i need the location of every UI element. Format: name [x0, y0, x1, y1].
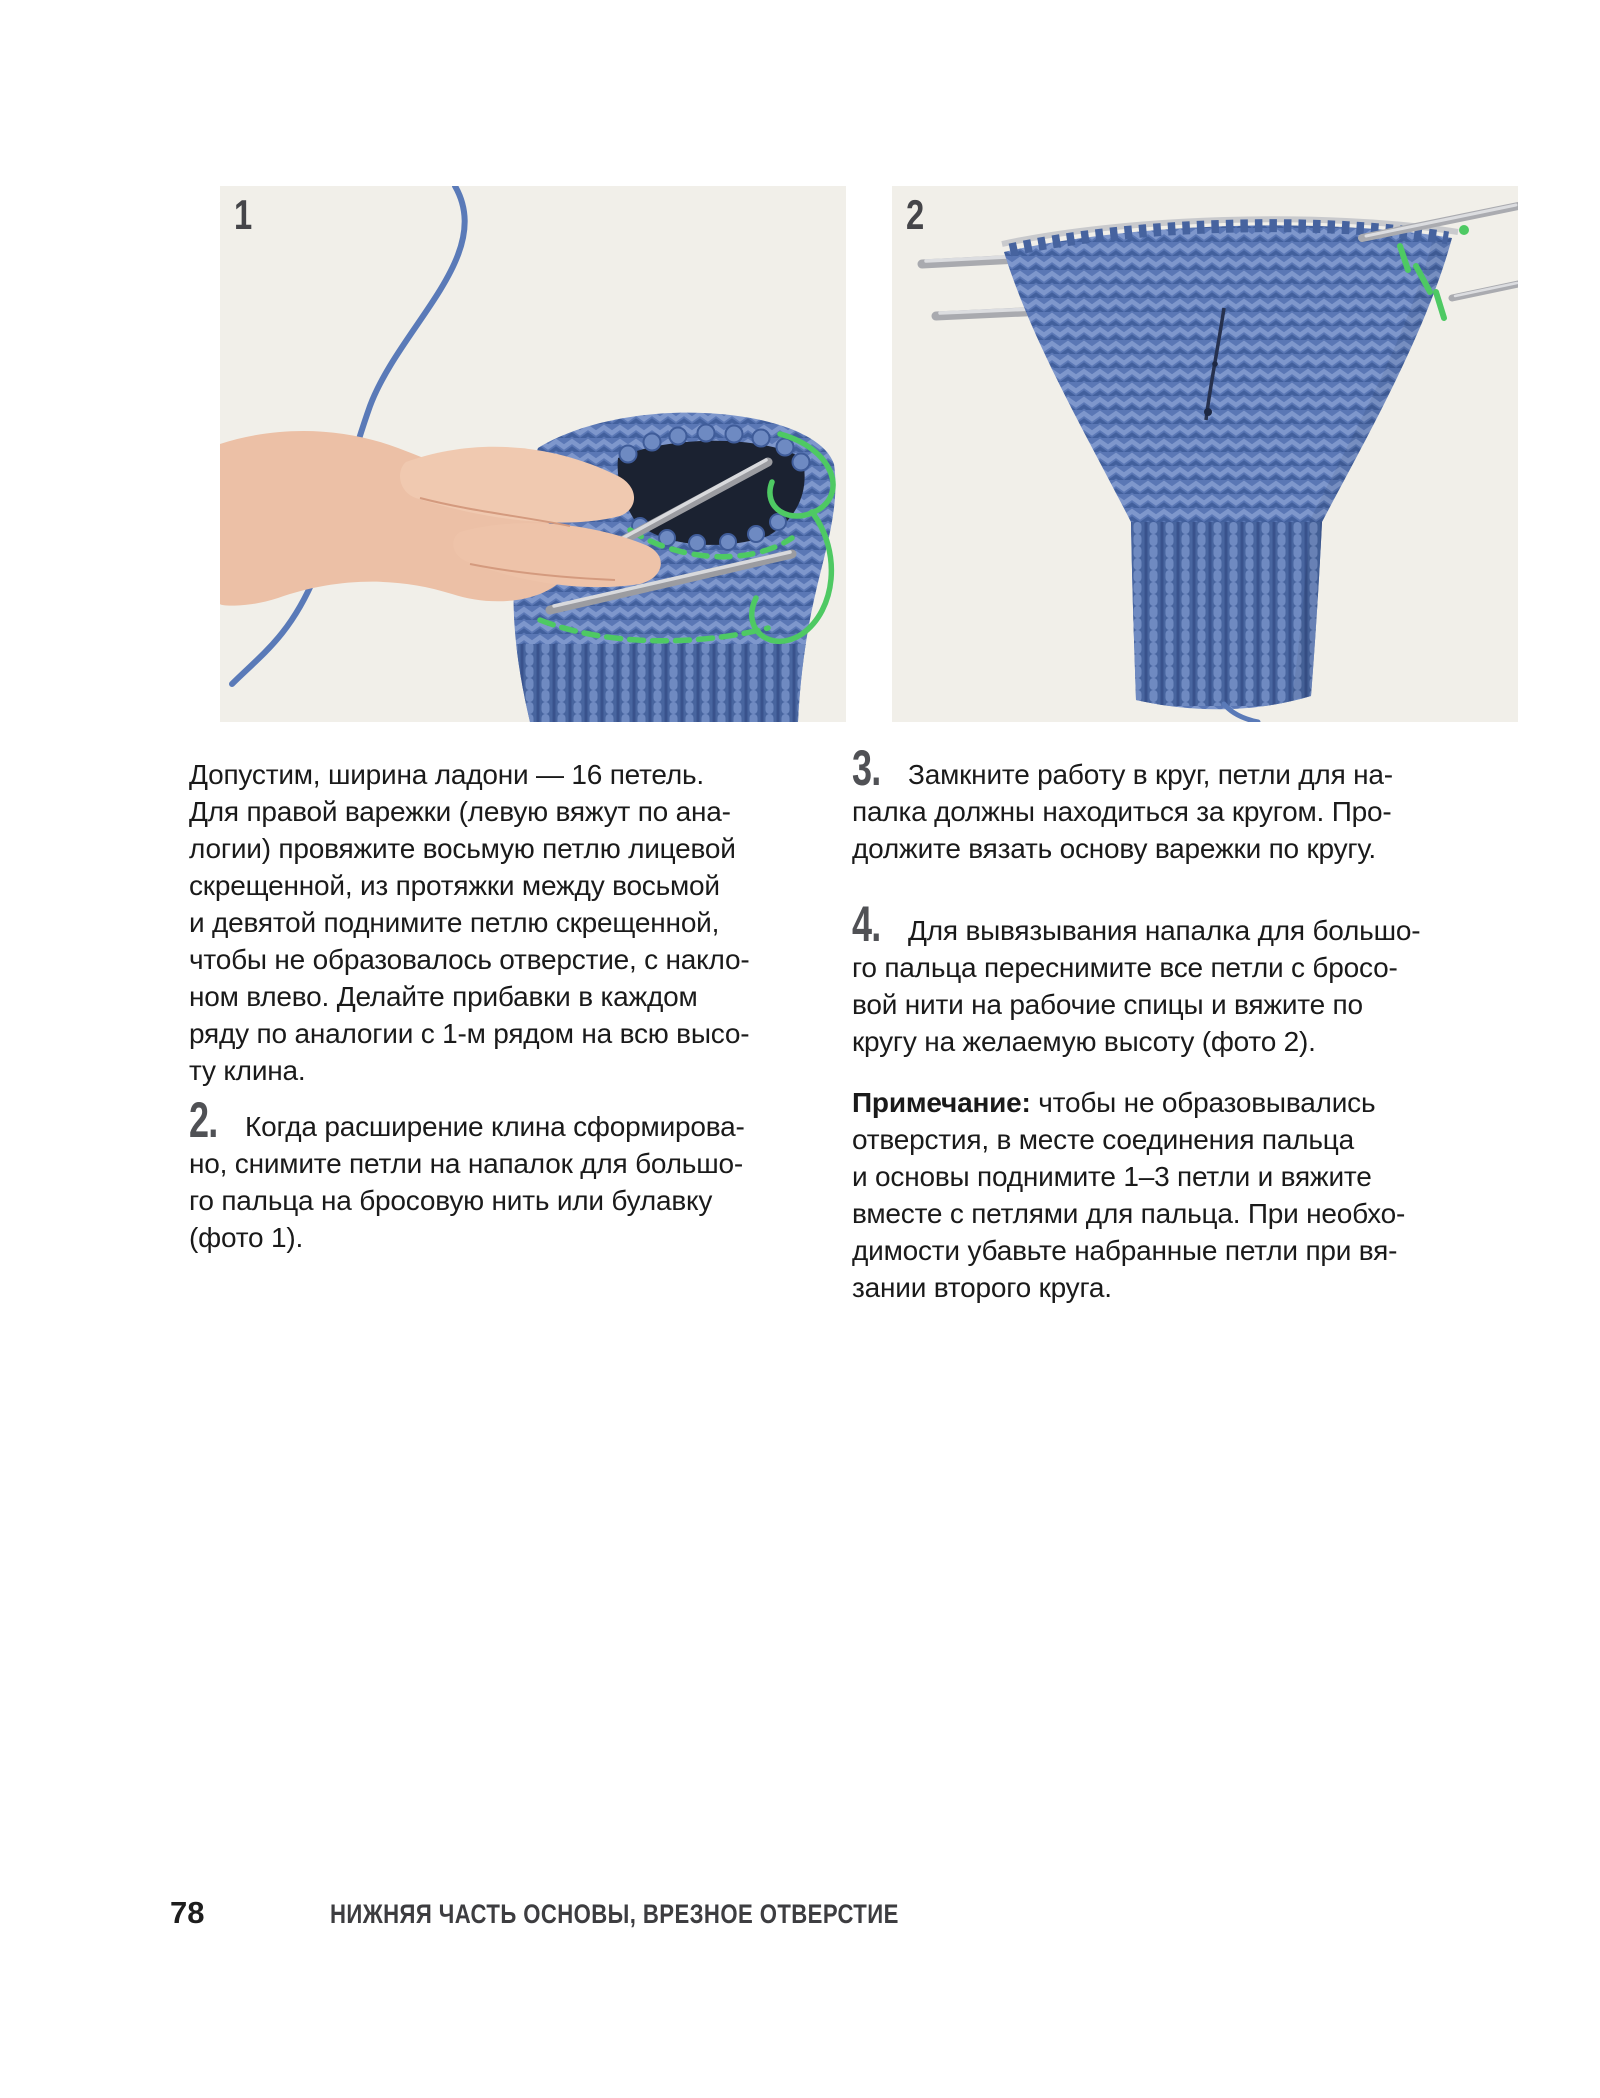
text-line: Допустим, ширина ладони — 16 петель.	[189, 759, 704, 790]
text-line: вместе с петлями для пальца. При необхо-	[852, 1198, 1406, 1229]
text-line: ряду по аналогии с 1-м рядом на всю высо-	[189, 1018, 750, 1049]
note-first-line	[852, 1084, 1492, 1121]
page-number: 78	[170, 1895, 205, 1930]
photo1-illustration	[220, 186, 846, 722]
text-line: должите вязать основу варежки по кругу.	[852, 833, 1376, 864]
right-text-column	[852, 740, 1492, 1306]
step-3-paragraph	[852, 740, 1492, 867]
step-3-lines	[852, 793, 1492, 867]
text-line: но, снимите петли на напалок для большо-	[189, 1148, 743, 1179]
intro-paragraph	[189, 756, 829, 1089]
note-paragraph	[852, 1084, 1492, 1306]
text-line: и девятой поднимите петлю скрещенной,	[189, 907, 720, 938]
text-line: димости убавьте набранные петли при вя-	[852, 1235, 1398, 1266]
text-line: логии) провяжите восьмую петлю лицевой	[189, 833, 736, 864]
text-line: чтобы не образовалось отверстие, с накло-	[189, 944, 750, 975]
text-line: отверстия, в месте соединения пальца	[852, 1124, 1354, 1155]
note-lines	[852, 1121, 1492, 1306]
note-bold-label: Примечание:	[852, 1087, 1031, 1118]
photo-step2-figure	[892, 186, 1518, 722]
text-line: (фото 1).	[189, 1222, 304, 1253]
step-4-paragraph	[852, 896, 1492, 1060]
step-2-lines	[189, 1145, 829, 1256]
text-line: палка должны находиться за кругом. Про-	[852, 796, 1392, 827]
step-2-paragraph	[189, 1092, 829, 1256]
step-2-number: 2.	[189, 1092, 218, 1148]
text-line: вой нити на рабочие спицы и вяжите по	[852, 989, 1363, 1020]
photo-step1-figure	[220, 186, 846, 722]
text-line: ном влево. Делайте прибавки в каждом	[189, 981, 698, 1012]
text-line: ту клина.	[189, 1055, 306, 1086]
step-4-lines	[852, 949, 1492, 1060]
page-footer	[0, 1896, 1600, 1946]
text-line: Замкните работу в круг, петли для на-	[908, 759, 1393, 790]
text-line: и основы поднимите 1–3 петли и вяжите	[852, 1161, 1372, 1192]
step-3-number: 3.	[852, 740, 881, 796]
text-line: зании второго круга.	[852, 1272, 1112, 1303]
note-first-line-rest: чтобы не образовывались	[1030, 1087, 1376, 1118]
text-line: го пальца переснимите все петли с бросо-	[852, 952, 1398, 983]
text-line: кругу на желаемую высоту (фото 2).	[852, 1026, 1316, 1057]
photo1-number-label: 1	[234, 191, 252, 238]
running-title: НИЖНЯЯ ЧАСТЬ ОСНОВЫ, ВРЕЗНОЕ ОТВЕРСТИЕ	[330, 1899, 899, 1929]
left-text-column	[189, 756, 829, 1256]
text-line: Когда расширение клина сформирова-	[245, 1111, 745, 1142]
step-4-number: 4.	[852, 896, 881, 952]
text-line: скрещенной, из протяжки между восьмой	[189, 870, 720, 901]
text-line: го пальца на бросовую нить или булавку	[189, 1185, 713, 1216]
photo2-number-label: 2	[906, 191, 924, 238]
photo2-illustration	[892, 186, 1518, 722]
text-line: Для вывязывания напалка для большо-	[908, 915, 1421, 946]
text-line: Для правой варежки (левую вяжут по ана-	[189, 796, 731, 827]
